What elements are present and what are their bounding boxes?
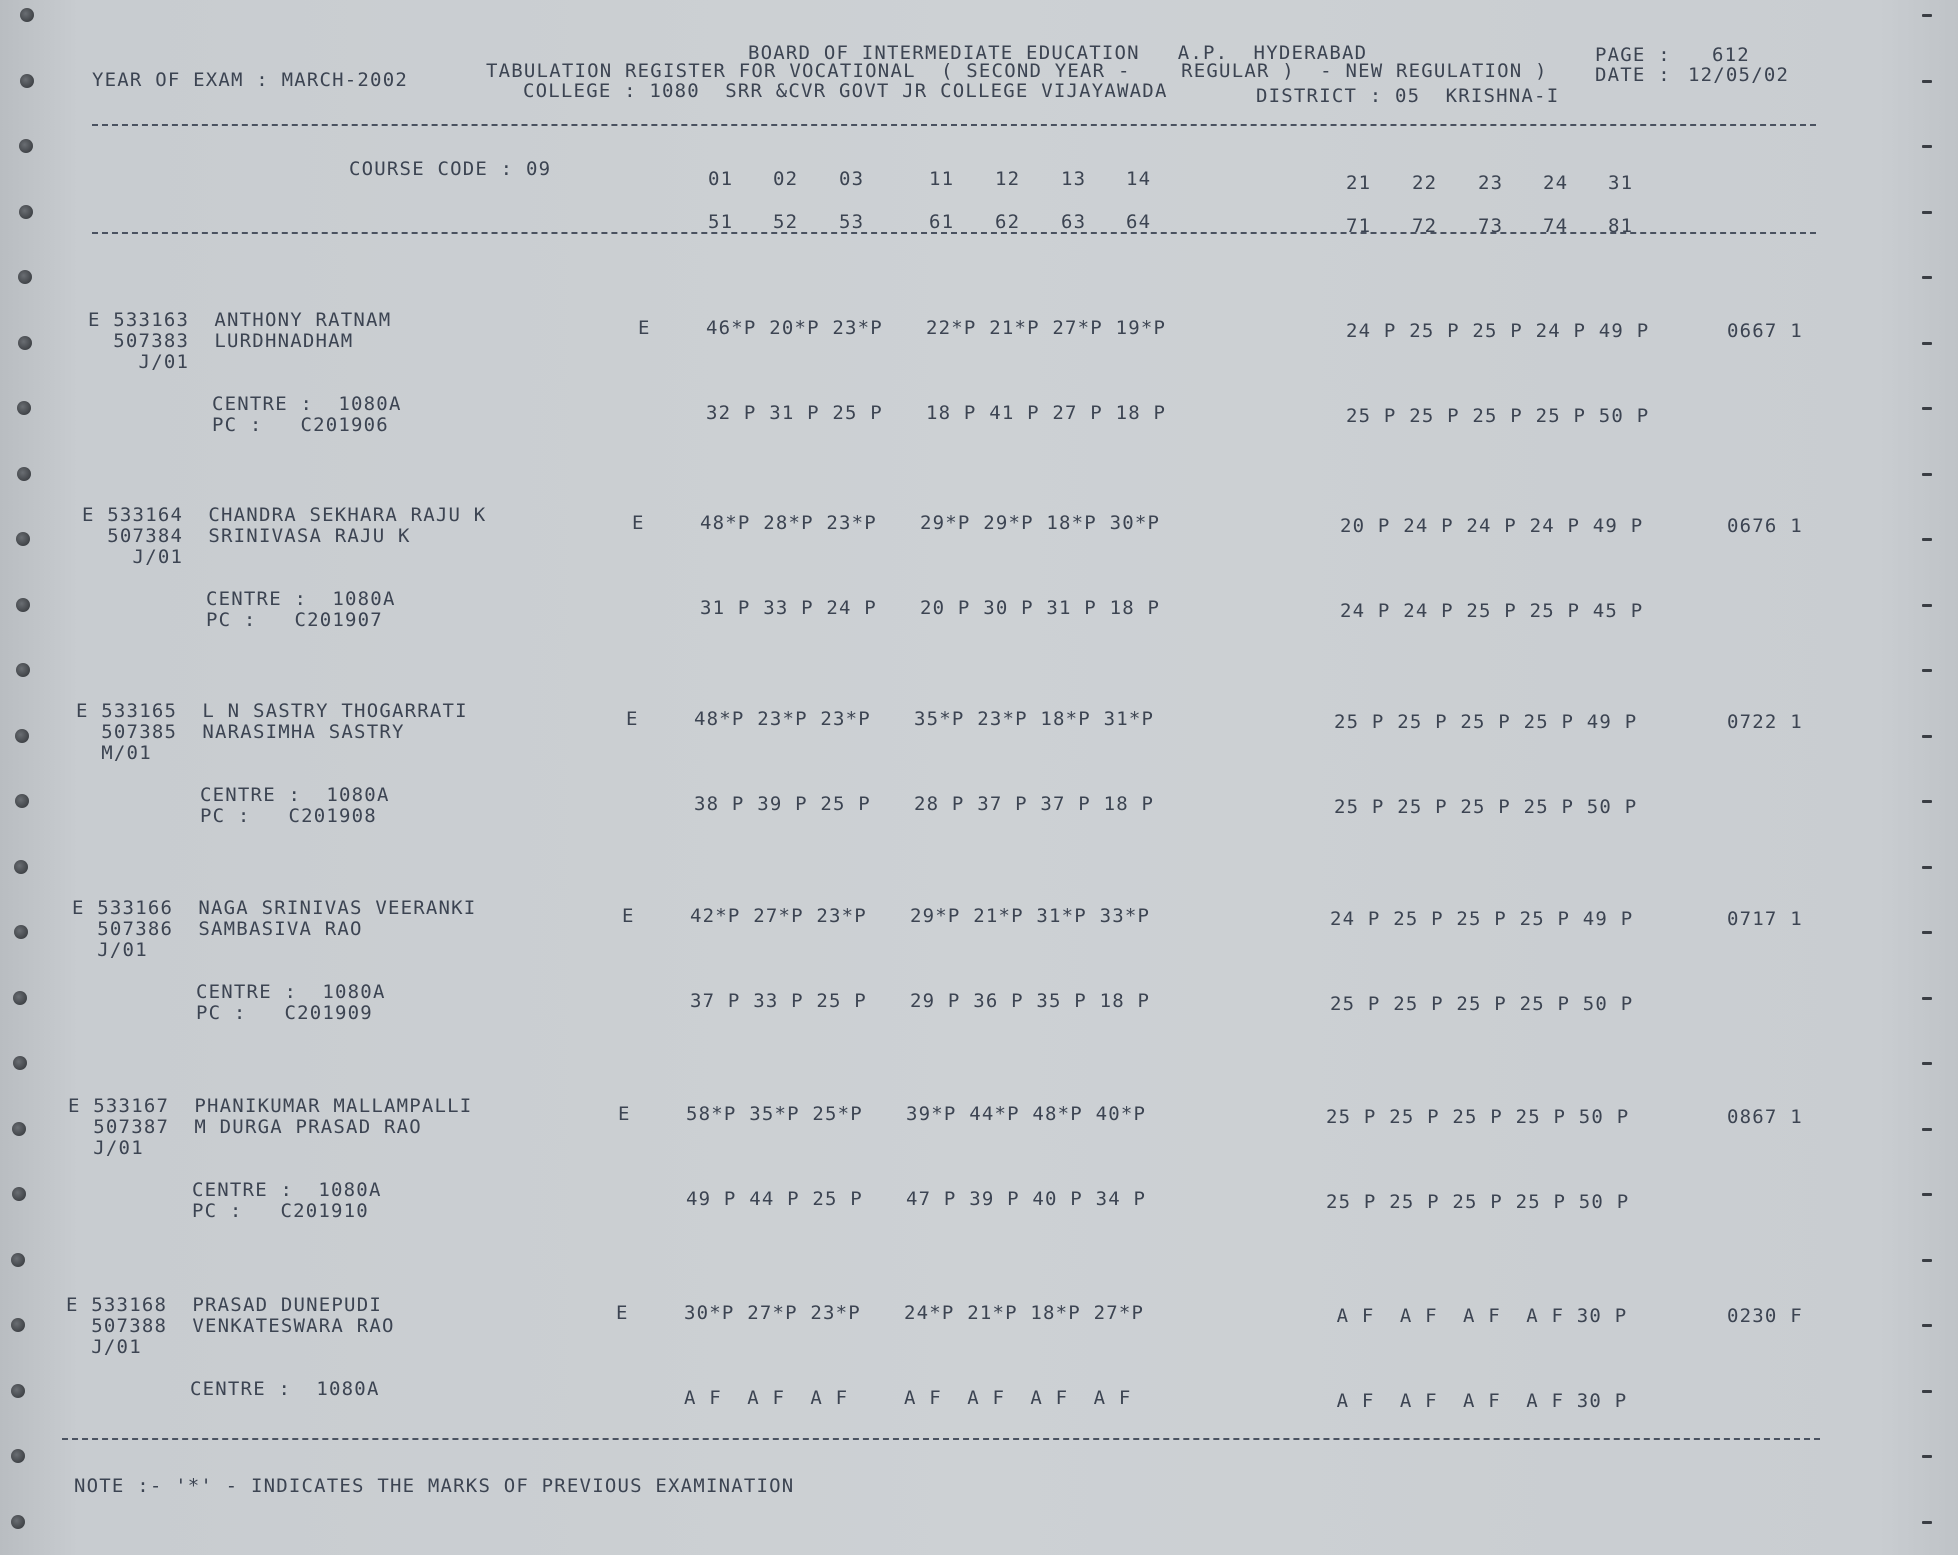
margin-tick: [1922, 1324, 1932, 1327]
marks-part1-group1: 48*P 28*P 23*P: [700, 512, 877, 534]
margin-tick: [1922, 342, 1932, 345]
column-code: 72: [1412, 215, 1438, 237]
medium: E: [622, 905, 635, 927]
margin-tick: [1922, 80, 1932, 83]
punch-hole: [15, 794, 29, 808]
pc-code: PC : C201908: [200, 805, 377, 827]
marks-part1-group3: 24 P 25 P 25 P 24 P 49 P: [1346, 320, 1650, 342]
reg-no-and-parent: 507384 SRINIVASA RAJU K: [82, 525, 411, 547]
marks-part1-group2: 22*P 21*P 27*P 19*P: [926, 317, 1167, 339]
marks-part1-group2: 29*P 29*P 18*P 30*P: [920, 512, 1161, 534]
marks-part1-group2: 39*P 44*P 48*P 40*P: [906, 1103, 1147, 1125]
punch-hole: [11, 1515, 25, 1529]
punch-hole: [11, 1318, 25, 1332]
column-code: 01: [708, 168, 734, 190]
centre-code: CENTRE : 1080A: [192, 1179, 382, 1201]
margin-tick: [1922, 407, 1932, 410]
reg-no-and-parent: 507385 NARASIMHA SASTRY: [76, 721, 405, 743]
punch-hole: [20, 8, 34, 22]
medium: E: [632, 512, 645, 534]
column-code: 03: [839, 168, 865, 190]
hall-ticket-and-name: E 533167 PHANIKUMAR MALLAMPALLI: [68, 1095, 473, 1117]
column-code: 74: [1543, 215, 1569, 237]
margin-tick: [1922, 1455, 1932, 1458]
column-code: 12: [995, 168, 1021, 190]
marks-part1-group1: 30*P 27*P 23*P: [684, 1302, 861, 1324]
punch-hole: [16, 663, 30, 677]
marks-part2-group2: 29 P 36 P 35 P 18 P: [910, 990, 1151, 1012]
column-code: 51: [708, 211, 734, 233]
year-of-exam: YEAR OF EXAM : MARCH-2002: [92, 69, 408, 91]
column-code: 81: [1608, 215, 1634, 237]
punch-hole: [12, 1187, 26, 1201]
group-code: M/01: [76, 742, 152, 764]
hall-ticket-and-name: E 533164 CHANDRA SEKHARA RAJU K: [82, 504, 487, 526]
total-and-result: 0230 F: [1727, 1305, 1803, 1327]
margin-tick: [1922, 145, 1932, 148]
medium: E: [616, 1302, 629, 1324]
pc-code: PC : C201910: [192, 1200, 369, 1222]
print-date: 12/05/02: [1688, 64, 1790, 86]
total-and-result: 0717 1: [1727, 908, 1803, 930]
margin-tick: [1922, 538, 1932, 541]
centre-code: CENTRE : 1080A: [196, 981, 386, 1003]
margin-tick: [1922, 1193, 1932, 1196]
hall-ticket-and-name: E 533165 L N SASTRY THOGARRATI: [76, 700, 468, 722]
punch-hole: [16, 532, 30, 546]
group-code: J/01: [68, 1137, 144, 1159]
pc-code: PC : C201909: [196, 1002, 373, 1024]
column-code: 63: [1061, 211, 1087, 233]
hall-ticket-and-name: E 533166 NAGA SRINIVAS VEERANKI: [72, 897, 477, 919]
marks-part1-group1: 58*P 35*P 25*P: [686, 1103, 863, 1125]
total-and-result: 0676 1: [1727, 515, 1803, 537]
punch-hole: [18, 270, 32, 284]
margin-tick: [1922, 931, 1932, 934]
total-and-result: 0667 1: [1727, 320, 1803, 342]
hall-ticket-and-name: E 533168 PRASAD DUNEPUDI: [66, 1294, 382, 1316]
group-code: J/01: [88, 351, 190, 373]
column-code: 02: [773, 168, 799, 190]
pc-code: PC : C201906: [212, 414, 389, 436]
column-code: 11: [929, 168, 955, 190]
total-and-result: 0867 1: [1727, 1106, 1803, 1128]
punch-hole: [14, 860, 28, 874]
marks-part2-group1: 31 P 33 P 24 P: [700, 597, 877, 619]
date-label: DATE :: [1595, 64, 1671, 86]
marks-part1-group2: 35*P 23*P 18*P 31*P: [914, 708, 1155, 730]
marks-part1-group2: 24*P 21*P 18*P 27*P: [904, 1302, 1145, 1324]
column-code: 21: [1346, 172, 1372, 194]
punch-hole: [13, 1056, 27, 1070]
marks-part2-group2: A F A F A F A F: [904, 1387, 1132, 1409]
marks-part2-group1: 32 P 31 P 25 P: [706, 402, 883, 424]
punch-hole: [13, 991, 27, 1005]
marks-part2-group2: 20 P 30 P 31 P 18 P: [920, 597, 1161, 619]
column-divider: [92, 232, 1816, 234]
marks-part2-group3: 25 P 25 P 25 P 25 P 50 P: [1334, 796, 1638, 818]
medium: E: [638, 317, 651, 339]
reg-no-and-parent: 507387 M DURGA PRASAD RAO: [68, 1116, 422, 1138]
column-code: 73: [1478, 215, 1504, 237]
margin-tick: [1922, 1062, 1932, 1065]
group-code: J/01: [82, 546, 184, 568]
marks-part2-group3: 24 P 24 P 25 P 25 P 45 P: [1340, 600, 1644, 622]
marks-part2-group3: 25 P 25 P 25 P 25 P 50 P: [1346, 405, 1650, 427]
margin-tick: [1922, 1521, 1932, 1524]
margin-tick: [1922, 14, 1932, 17]
margin-tick: [1922, 211, 1932, 214]
column-code: 52: [773, 211, 799, 233]
marks-part1-group1: 42*P 27*P 23*P: [690, 905, 867, 927]
footnote: NOTE :- '*' - INDICATES THE MARKS OF PREVIOUS EXAMINATION: [74, 1475, 795, 1497]
column-code: 71: [1346, 215, 1372, 237]
register-title: TABULATION REGISTER FOR VOCATIONAL ( SECOND YEAR - REGULAR ) - NEW REGULATION ): [486, 60, 1548, 82]
column-code: 31: [1608, 172, 1634, 194]
medium: E: [618, 1103, 631, 1125]
course-code: COURSE CODE : 09: [349, 158, 552, 180]
centre-code: CENTRE : 1080A: [212, 393, 402, 415]
column-code: 13: [1061, 168, 1087, 190]
page-number: 612: [1712, 44, 1750, 66]
column-code: 24: [1543, 172, 1569, 194]
marks-part2-group1: 49 P 44 P 25 P: [686, 1188, 863, 1210]
marks-part1-group3: A F A F A F A F 30 P: [1324, 1305, 1628, 1327]
marks-part2-group3: 25 P 25 P 25 P 25 P 50 P: [1326, 1191, 1630, 1213]
punch-hole: [19, 139, 33, 153]
margin-tick: [1922, 473, 1932, 476]
reg-no-and-parent: 507386 SAMBASIVA RAO: [72, 918, 363, 940]
margin-tick: [1922, 276, 1932, 279]
column-code: 14: [1126, 168, 1152, 190]
marks-part1-group3: 20 P 24 P 24 P 24 P 49 P: [1340, 515, 1644, 537]
punch-hole: [12, 1122, 26, 1136]
marks-part1-group3: 25 P 25 P 25 P 25 P 49 P: [1334, 711, 1638, 733]
column-code: 22: [1412, 172, 1438, 194]
column-code: 61: [929, 211, 955, 233]
punch-hole: [15, 729, 29, 743]
punch-hole: [11, 1253, 25, 1267]
marks-part2-group3: A F A F A F A F 30 P: [1324, 1390, 1628, 1412]
column-code: 64: [1126, 211, 1152, 233]
marks-part2-group1: 38 P 39 P 25 P: [694, 793, 871, 815]
margin-tick: [1922, 1259, 1932, 1262]
margin-tick: [1922, 800, 1932, 803]
punch-hole: [18, 336, 32, 350]
centre-code: CENTRE : 1080A: [206, 588, 396, 610]
district-line: DISTRICT : 05 KRISHNA-I: [1256, 85, 1560, 107]
column-code: 62: [995, 211, 1021, 233]
centre-code: CENTRE : 1080A: [190, 1378, 380, 1400]
marks-part2-group2: 47 P 39 P 40 P 34 P: [906, 1188, 1147, 1210]
page-label: PAGE :: [1595, 44, 1671, 66]
margin-tick: [1922, 1390, 1932, 1393]
marks-part1-group3: 24 P 25 P 25 P 25 P 49 P: [1330, 908, 1634, 930]
margin-tick: [1922, 669, 1932, 672]
marks-part2-group2: 28 P 37 P 37 P 18 P: [914, 793, 1155, 815]
punch-hole: [20, 74, 34, 88]
college-line: COLLEGE : 1080 SRR &CVR GOVT JR COLLEGE VIJAYAWADA: [523, 80, 1168, 102]
marks-part2-group2: 18 P 41 P 27 P 18 P: [926, 402, 1167, 424]
margin-tick: [1922, 1128, 1932, 1131]
medium: E: [626, 708, 639, 730]
pc-code: PC : C201907: [206, 609, 383, 631]
marks-part2-group1: A F A F A F: [684, 1387, 849, 1409]
reg-no-and-parent: 507388 VENKATESWARA RAO: [66, 1315, 395, 1337]
marks-part2-group1: 37 P 33 P 25 P: [690, 990, 867, 1012]
punch-hole: [19, 205, 33, 219]
centre-code: CENTRE : 1080A: [200, 784, 390, 806]
punch-hole: [11, 1384, 25, 1398]
marks-part1-group3: 25 P 25 P 25 P 25 P 50 P: [1326, 1106, 1630, 1128]
group-code: J/01: [66, 1336, 142, 1358]
punch-hole: [11, 1449, 25, 1463]
column-code: 23: [1478, 172, 1504, 194]
header-divider: [92, 124, 1816, 126]
reg-no-and-parent: 507383 LURDHNADHAM: [88, 330, 354, 352]
margin-tick: [1922, 604, 1932, 607]
group-code: J/01: [72, 939, 148, 961]
marks-part1-group1: 46*P 20*P 23*P: [706, 317, 883, 339]
punch-hole: [16, 598, 30, 612]
margin-tick: [1922, 997, 1932, 1000]
marks-part2-group3: 25 P 25 P 25 P 25 P 50 P: [1330, 993, 1634, 1015]
hall-ticket-and-name: E 533163 ANTHONY RATNAM: [88, 309, 392, 331]
punch-hole: [17, 401, 31, 415]
footer-divider: [62, 1438, 1820, 1440]
punch-hole: [17, 467, 31, 481]
margin-tick: [1922, 735, 1932, 738]
column-code: 53: [839, 211, 865, 233]
punch-hole: [14, 925, 28, 939]
marks-part1-group1: 48*P 23*P 23*P: [694, 708, 871, 730]
margin-tick: [1922, 866, 1932, 869]
marks-part1-group2: 29*P 21*P 31*P 33*P: [910, 905, 1151, 927]
total-and-result: 0722 1: [1727, 711, 1803, 733]
board-title: BOARD OF INTERMEDIATE EDUCATION A.P. HYDERABAD: [748, 42, 1368, 64]
